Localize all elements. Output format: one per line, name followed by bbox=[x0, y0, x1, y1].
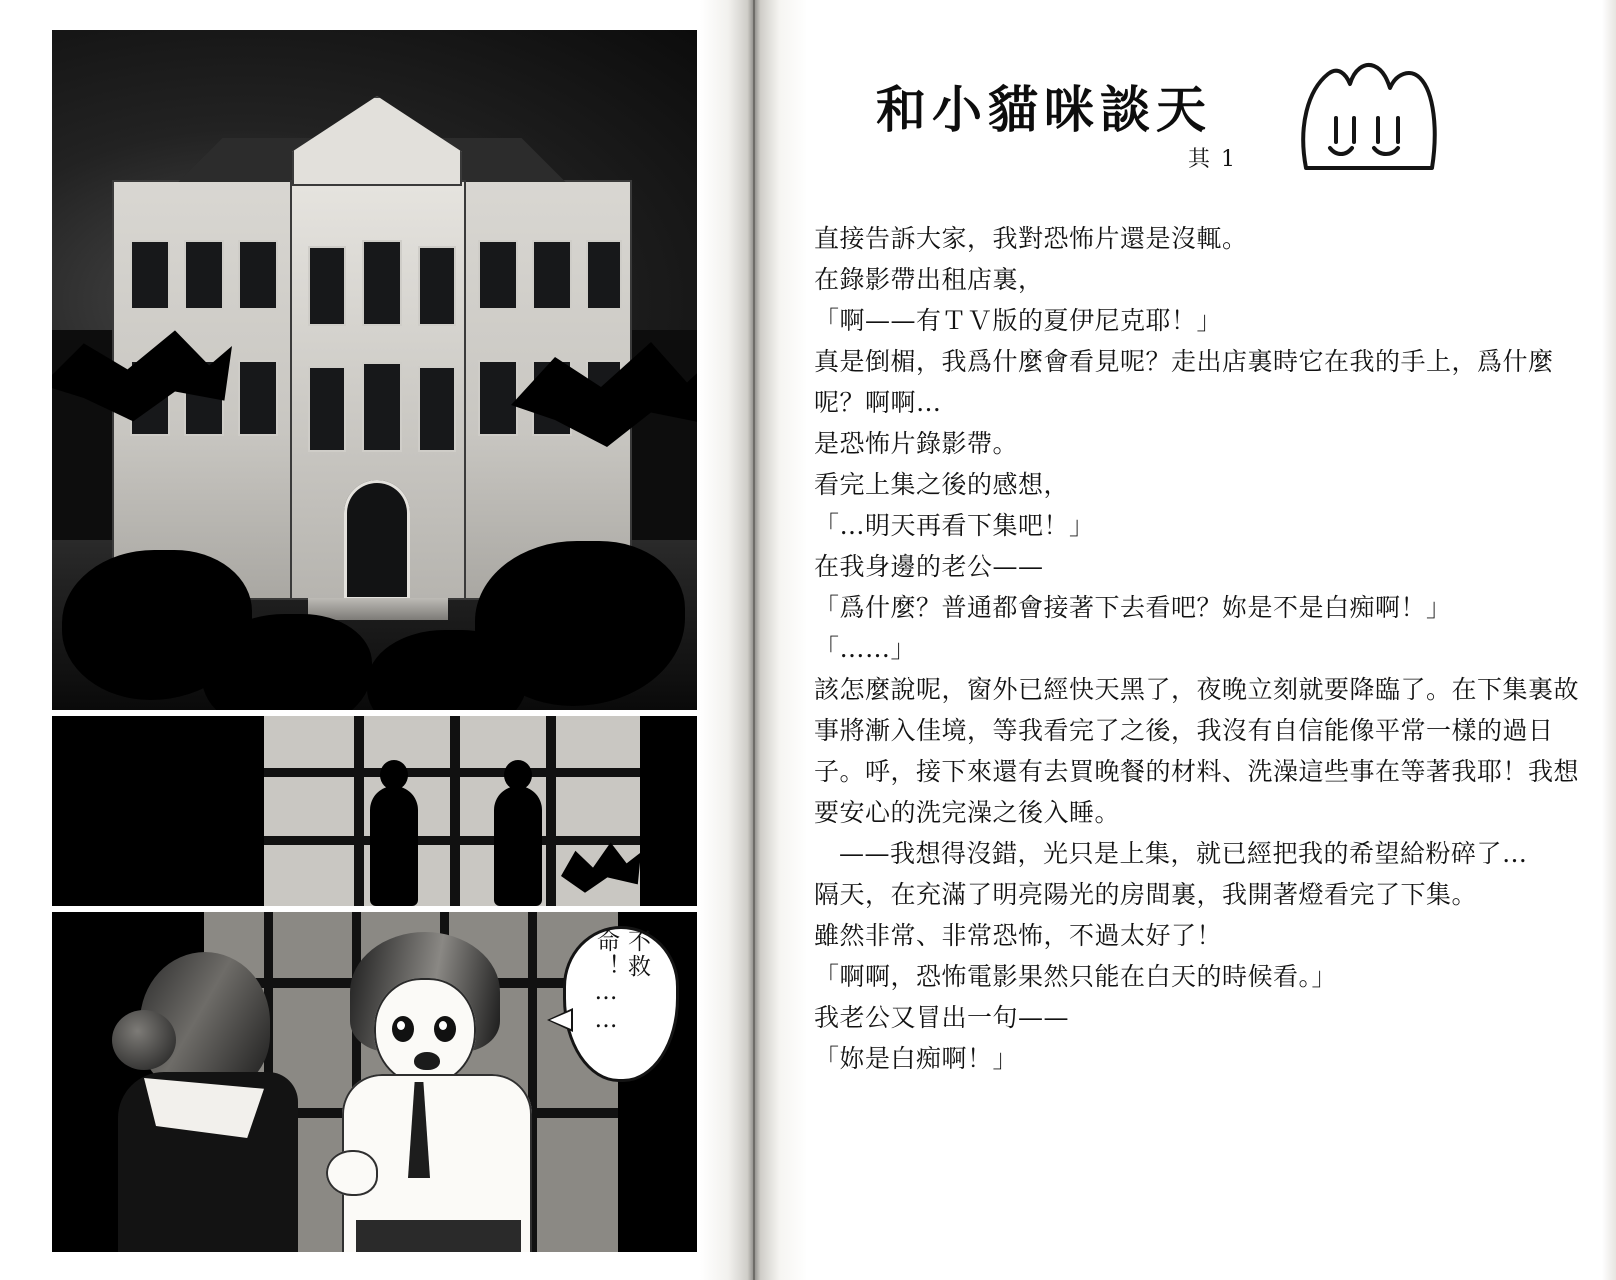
window bbox=[532, 240, 572, 310]
essay-paragraph: 我老公又冒出一句—— bbox=[814, 1003, 1070, 1032]
essay-body bbox=[814, 218, 1604, 1079]
shadow-area bbox=[640, 716, 697, 906]
window bbox=[308, 246, 346, 326]
window bbox=[478, 240, 518, 310]
window bbox=[418, 246, 456, 326]
essay-paragraph: 直接告訴大家，我對恐怖片還是沒輒。 bbox=[814, 224, 1248, 253]
entrance-door bbox=[344, 480, 410, 600]
essay-title: 和小貓咪談天 bbox=[876, 80, 1212, 139]
shadow-area bbox=[52, 716, 264, 906]
face bbox=[374, 978, 476, 1086]
page-edge-shadow bbox=[1602, 0, 1616, 1280]
window bbox=[478, 360, 518, 436]
eye bbox=[392, 1016, 414, 1042]
balloon-tail-inner bbox=[550, 1011, 571, 1029]
essay-paragraph: 「……」 bbox=[814, 634, 917, 663]
essay-paragraph: 該怎麼說呢，窗外已經快天黑了，夜晚立刻就要降臨了。在下集裏故事將漸入佳境，等我看完了之後，我沒有自信能像平常一樣的過日子。呼，接下來還有去買晚餐的材料、洗澡這些事在等著我耶！我想要安心的洗完澡之後入睡。 bbox=[814, 675, 1580, 827]
mansion-night-panel bbox=[52, 30, 697, 710]
essay-paragraph: 在錄影帶出租店裏， bbox=[814, 265, 1044, 294]
spine-line bbox=[753, 0, 755, 1280]
window bbox=[184, 240, 224, 310]
essay-paragraph: 「啊啊，恐怖電影果然只能在白天的時候看。」 bbox=[814, 962, 1338, 991]
corridor-silhouette-panel bbox=[52, 716, 697, 906]
eye bbox=[434, 1016, 456, 1042]
window bbox=[586, 240, 622, 310]
two-girls-panel bbox=[52, 912, 697, 1252]
window bbox=[130, 240, 170, 310]
essay-paragraph: 「爲什麼？普通都會接著下去看吧？妳是不是白痴啊！」 bbox=[814, 593, 1452, 622]
window bbox=[362, 240, 402, 326]
hand bbox=[326, 1150, 378, 1196]
person-silhouette bbox=[370, 786, 418, 906]
essay-paragraph: 「啊——有ＴＶ版的夏伊尼克耶！」 bbox=[814, 306, 1223, 335]
essay-paragraph: 「…明天再看下集吧！」 bbox=[814, 511, 1095, 540]
person-silhouette bbox=[494, 786, 542, 906]
window bbox=[362, 362, 402, 452]
essay-paragraph: 真是倒楣，我爲什麼會看見呢？走出店裏時它在我的手上，爲什麼呢？啊啊… bbox=[814, 347, 1554, 417]
book-gutter bbox=[700, 0, 808, 1280]
window bbox=[238, 240, 278, 310]
skirt bbox=[356, 1220, 521, 1252]
speech-balloon bbox=[563, 926, 679, 1082]
essay-subtitle: 其 1 bbox=[1188, 147, 1237, 172]
essay-paragraph: 「妳是白痴啊！」 bbox=[814, 1044, 1019, 1073]
window bbox=[418, 366, 456, 452]
essay-paragraph: 是恐怖片錄影帶。 bbox=[814, 429, 1019, 458]
girl-screaming bbox=[322, 932, 572, 1252]
essay-paragraph: ——我想得沒錯，光只是上集，就已經把我的希望給粉碎了… bbox=[839, 839, 1528, 868]
essay-paragraph: 隔天，在充滿了明亮陽光的房間裏，我開著燈看完了下集。 bbox=[814, 880, 1478, 909]
essay-paragraph: 雖然非常、非常恐怖，不過太好了！ bbox=[814, 921, 1223, 950]
left-page bbox=[0, 0, 740, 1280]
right-page bbox=[806, 0, 1616, 1280]
window bbox=[308, 366, 346, 452]
speech-balloon-text: 不救命！…… bbox=[593, 929, 651, 1035]
cat-face-doodle bbox=[1292, 56, 1442, 176]
essay-header bbox=[806, 70, 1616, 190]
hair-bun bbox=[112, 1010, 176, 1070]
essay-paragraph: 在我身邊的老公—— bbox=[814, 552, 1044, 581]
window bbox=[238, 360, 278, 436]
open-mouth bbox=[414, 1052, 440, 1070]
essay-paragraph: 看完上集之後的感想， bbox=[814, 470, 1070, 499]
girl-with-bun bbox=[92, 952, 302, 1252]
